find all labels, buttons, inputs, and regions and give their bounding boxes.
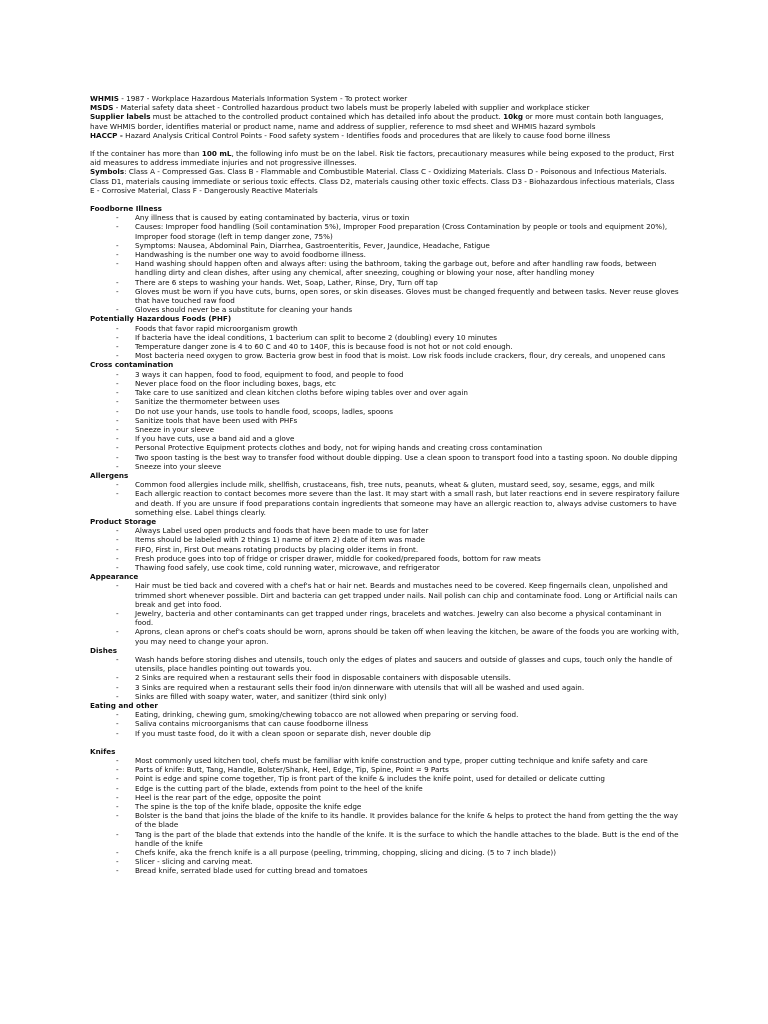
section <box>90 646 680 701</box>
text: , the following info must be on the label. Risk tie factors, precautionary measures while being exposed to the product, First aid measures to address immediate injuries and not progressive illnesses. <box>90 149 675 168</box>
definition: - Material safety data sheet - Controlled hazardous product two labels must be properly labeled with supplier and workplace sticker <box>113 103 590 113</box>
list-item: - Hair must be tied back and covered with a chef's hat or hair net. Beards and mustaches need to be covered. Keep fingernails clean, unpolished and trimmed short whenever possible. Dirt and bacteria can get trapped under nails. Nail polish can chip and contaminate food. Long or Artificial nails can break and get into food. <box>90 581 680 609</box>
section <box>90 572 680 646</box>
definition: must be attached to the controlled product contained which has detailed info about the product. <box>150 112 504 122</box>
definition: - 1987 - Workplace Hazardous Materials Information System - To protect worker <box>118 94 408 103</box>
volume: 100 mL <box>201 149 232 159</box>
bullet-list <box>90 710 680 738</box>
whmis-paragraph <box>90 94 680 103</box>
term-weight: 10kg <box>503 112 524 122</box>
section-title: Allergens <box>90 470 129 480</box>
list-item: - If bacteria have the ideal conditions, 1 bacterium can split to become 2 (doubling) every 10 minutes <box>90 333 680 342</box>
section-title: Dishes <box>90 645 117 655</box>
document-page <box>90 94 680 876</box>
bullet-list <box>90 756 680 876</box>
symbols-paragraph <box>90 167 680 195</box>
list-item: - If you have cuts, use a band aid and a glove <box>90 434 680 443</box>
term: MSDS <box>90 103 114 113</box>
list-item: - Sinks are filled with soapy water, water, and sanitizer (third sink only) <box>90 692 680 701</box>
list-item: - Gloves must be worn if you have cuts, burns, open sores, or skin diseases. Gloves must be changed frequently and between tasks. Never reuse gloves that have touched raw food <box>90 287 680 305</box>
list-item: - Saliva contains microorganisms that can cause foodborne illness <box>90 719 680 728</box>
list-item: - Temperature danger zone is 4 to 60 C and 40 to 140F, this is because food is not hot or not cold enough. <box>90 342 680 351</box>
list-item: - Never place food on the floor including boxes, bags, etc <box>90 379 680 388</box>
list-item: - Thawing food safely, use cook time, cold running water, microwave, and refrigerator <box>90 563 680 572</box>
bullet-list <box>90 655 680 701</box>
list-item: - Point is edge and spine come together, Tip is front part of the knife & includes the knife point, used for detailed or delicate cutting <box>90 774 680 783</box>
list-item: - Items should be labeled with 2 things 1) name of item 2) date of item was made <box>90 535 680 544</box>
list-item: - Heel is the rear part of the edge, opposite the point <box>90 793 680 802</box>
spacer <box>90 140 680 149</box>
list-item: - Each allergic reaction to contact becomes more severe than the last. It may start with a small rash, but later reactions end in severe respiratory failure and death. If you are unsure if food preparations contain ingredients that someone may have an allergic reaction to, always advise customers to have something else. Label things clearly. <box>90 489 680 517</box>
list-item: - Symptoms: Nausea, Abdominal Pain, Diarrhea, Gastroenteritis, Fever, Jaundice, Headache, Fatigue <box>90 241 680 250</box>
section-title: Eating and other <box>90 701 158 710</box>
list-item: - Sneeze into your sleeve <box>90 462 680 471</box>
section <box>90 701 680 738</box>
list-item: - Sanitize tools that have been used with PHFs <box>90 416 680 425</box>
list-item: - Any illness that is caused by eating contaminated by bacteria, virus or toxin <box>90 213 680 222</box>
list-item: - Handwashing is the number one way to avoid foodborne illness. <box>90 250 680 259</box>
list-item: - Common food allergies include milk, shellfish, crustaceans, fish, tree nuts, peanuts, wheat & gluten, mustard seed, soy, sesame, eggs, and milk <box>90 480 680 489</box>
list-item: - Tang is the part of the blade that extends into the handle of the knife. It is the surface to which the handle attaches to the blade. Butt is the end of the handle of the knife <box>90 830 680 848</box>
sections <box>90 204 680 876</box>
section <box>90 747 680 876</box>
list-item: - Fresh produce goes into top of fridge or crisper drawer, middle for cooked/prepared foods, bottom for raw meats <box>90 554 680 563</box>
term: Supplier labels <box>90 112 151 122</box>
section <box>90 204 680 314</box>
list-item: - Bread knife, serrated blade used for cutting bread and tomatoes <box>90 866 680 875</box>
spacer <box>90 738 680 747</box>
list-item: - Jewelry, bacteria and other contaminants can get trapped under rings, bracelets and watches. Jewelry can also become a physical contaminant in food. <box>90 609 680 627</box>
term: Symbols <box>90 167 125 177</box>
list-item: - Most bacteria need oxygen to grow. Bacteria grow best in food that is moist. Low risk foods include crackers, flour, dry cereals, and unopened cans <box>90 351 680 360</box>
list-item: - If you must taste food, do it with a clean spoon or separate dish, never double dip <box>90 729 680 738</box>
list-item: - Foods that favor rapid microorganism growth <box>90 324 680 333</box>
term: WHMIS <box>90 94 119 103</box>
list-item: - Aprons, clean aprons or chef's coats should be worn, aprons should be taken off when leaving the kitchen, be aware of the foods you are working with, you may need to change your apron. <box>90 627 680 645</box>
list-item: - Gloves should never be a substitute for cleaning your hands <box>90 305 680 314</box>
bullet-list <box>90 370 680 471</box>
list-item: - Slicer - slicing and carving meat. <box>90 857 680 866</box>
list-item: - The spine is the top of the knife blade, opposite the knife edge <box>90 802 680 811</box>
list-item: - FIFO, First in, First Out means rotating products by placing older items in front. <box>90 545 680 554</box>
definition: Hazard Analysis Critical Control Points - Food safety system - Identifies foods and procedures that are likely to cause food borne illness <box>122 130 611 140</box>
section-title: Foodborne Illness <box>90 204 162 214</box>
list-item: - Take care to use sanitized and clean kitchen cloths before wiping tables over and over again <box>90 388 680 397</box>
bullet-list <box>90 480 680 517</box>
definition: or more must contain both languages, have WHMIS border, identifies material or product name, name and address of supplier, reference to msd sheet and WHMIS hazard symbols <box>90 112 664 131</box>
bullet-list <box>90 324 680 361</box>
list-item: - 3 ways it can happen, food to food, equipment to food, and people to food <box>90 370 680 379</box>
container-paragraph <box>90 149 680 167</box>
list-item: - Chefs knife, aka the french knife is a all purpose (peeling, trimming, chopping, slicing and dicing. (5 to 7 inch blade)) <box>90 848 680 857</box>
list-item: - Do not use your hands, use tools to handle food, scoops, ladles, spoons <box>90 407 680 416</box>
list-item: - Two spoon tasting is the best way to transfer food without double dipping. Use a clean spoon to transport food into a tasting spoon. No double dipping <box>90 453 680 462</box>
definition: : Class A - Compressed Gas. Class B - Flammable and Combustible Material. Class C - Oxidizing Materials. Class D - Poisonous and Infectious Materials. Class D1, materials causing immediate or serious toxic effects. Class D2, materials causing other toxic effects. Class D3 - Biohazardous infectious materials, Class E - Corrosive Material, Class F - Dangerously Reactive Materials <box>90 167 675 195</box>
list-item: - Parts of knife: Butt, Tang, Handle, Bolster/Shank, Heel, Edge, Tip, Spine, Point = 9 Parts <box>90 765 680 774</box>
intro-block <box>90 94 680 140</box>
bullet-list <box>90 581 680 645</box>
list-item: - Sneeze in your sleeve <box>90 425 680 434</box>
list-item: - Most commonly used kitchen tool, chefs must be familiar with knife construction and type, proper cutting technique and knife safety and care <box>90 756 680 765</box>
list-item: - 2 Sinks are required when a restaurant sells their food in disposable containers with disposable utensils. <box>90 673 680 682</box>
list-item: - Always Label used open products and foods that have been made to use for later <box>90 526 680 535</box>
list-item: - Bolster is the band that joins the blade of the knife to its handle. It provides balance for the knife & helps to protect the hand from getting the the way of the blade <box>90 811 680 829</box>
list-item: - Causes: Improper food handling (Soil contamination 5%), Improper Food preparation (Cross Contamination by people or tools and equipment 20%), Improper food storage (left in temp danger zone, 75%) <box>90 222 680 240</box>
section-title: Potentially Hazardous Foods (PHF) <box>90 314 232 324</box>
list-item: - Wash hands before storing dishes and utensils, touch only the edges of plates and saucers and outside of glasses and cups, touch only the handle of utensils, place handles pointing out towards you. <box>90 655 680 673</box>
list-item: - 3 Sinks are required when a restaurant sells their food in/on dinnerware with utensils that will all be washed and used again. <box>90 683 680 692</box>
bullet-list <box>90 213 680 314</box>
text: If the container has more than <box>90 149 202 159</box>
list-item: - Hand washing should happen often and always after: using the bathroom, taking the garbage out, before and after handling raw foods, between handling dirty and clean dishes, after using any chemical, after sneezing, coughing or blowing your nose, after handling money <box>90 259 680 277</box>
bullet-list <box>90 526 680 572</box>
list-item: - Eating, drinking, chewing gum, smoking/chewing tobacco are not allowed when preparing or serving food. <box>90 710 680 719</box>
term: HACCP - <box>90 130 123 140</box>
list-item: - Sanitize the thermometer between uses <box>90 397 680 406</box>
section <box>90 314 680 360</box>
list-item: - Edge is the cutting part of the blade, extends from point to the heel of the knife <box>90 784 680 793</box>
section <box>90 517 680 572</box>
section-title: Cross contamination <box>90 360 174 370</box>
list-item: - Personal Protective Equipment protects clothes and body, not for wiping hands and creating cross contamination <box>90 443 680 452</box>
section-title: Knifes <box>90 746 116 756</box>
spacer <box>90 195 680 204</box>
section <box>90 360 680 470</box>
list-item: - There are 6 steps to washing your hands. Wet, Soap, Lather, Rinse, Dry, Turn off tap <box>90 278 680 287</box>
supplier-labels-paragraph <box>90 112 680 130</box>
msds-paragraph <box>90 103 680 112</box>
section-title: Product Storage <box>90 516 157 526</box>
section <box>90 471 680 517</box>
section-title: Appearance <box>90 572 139 582</box>
haccp-paragraph <box>90 131 680 140</box>
